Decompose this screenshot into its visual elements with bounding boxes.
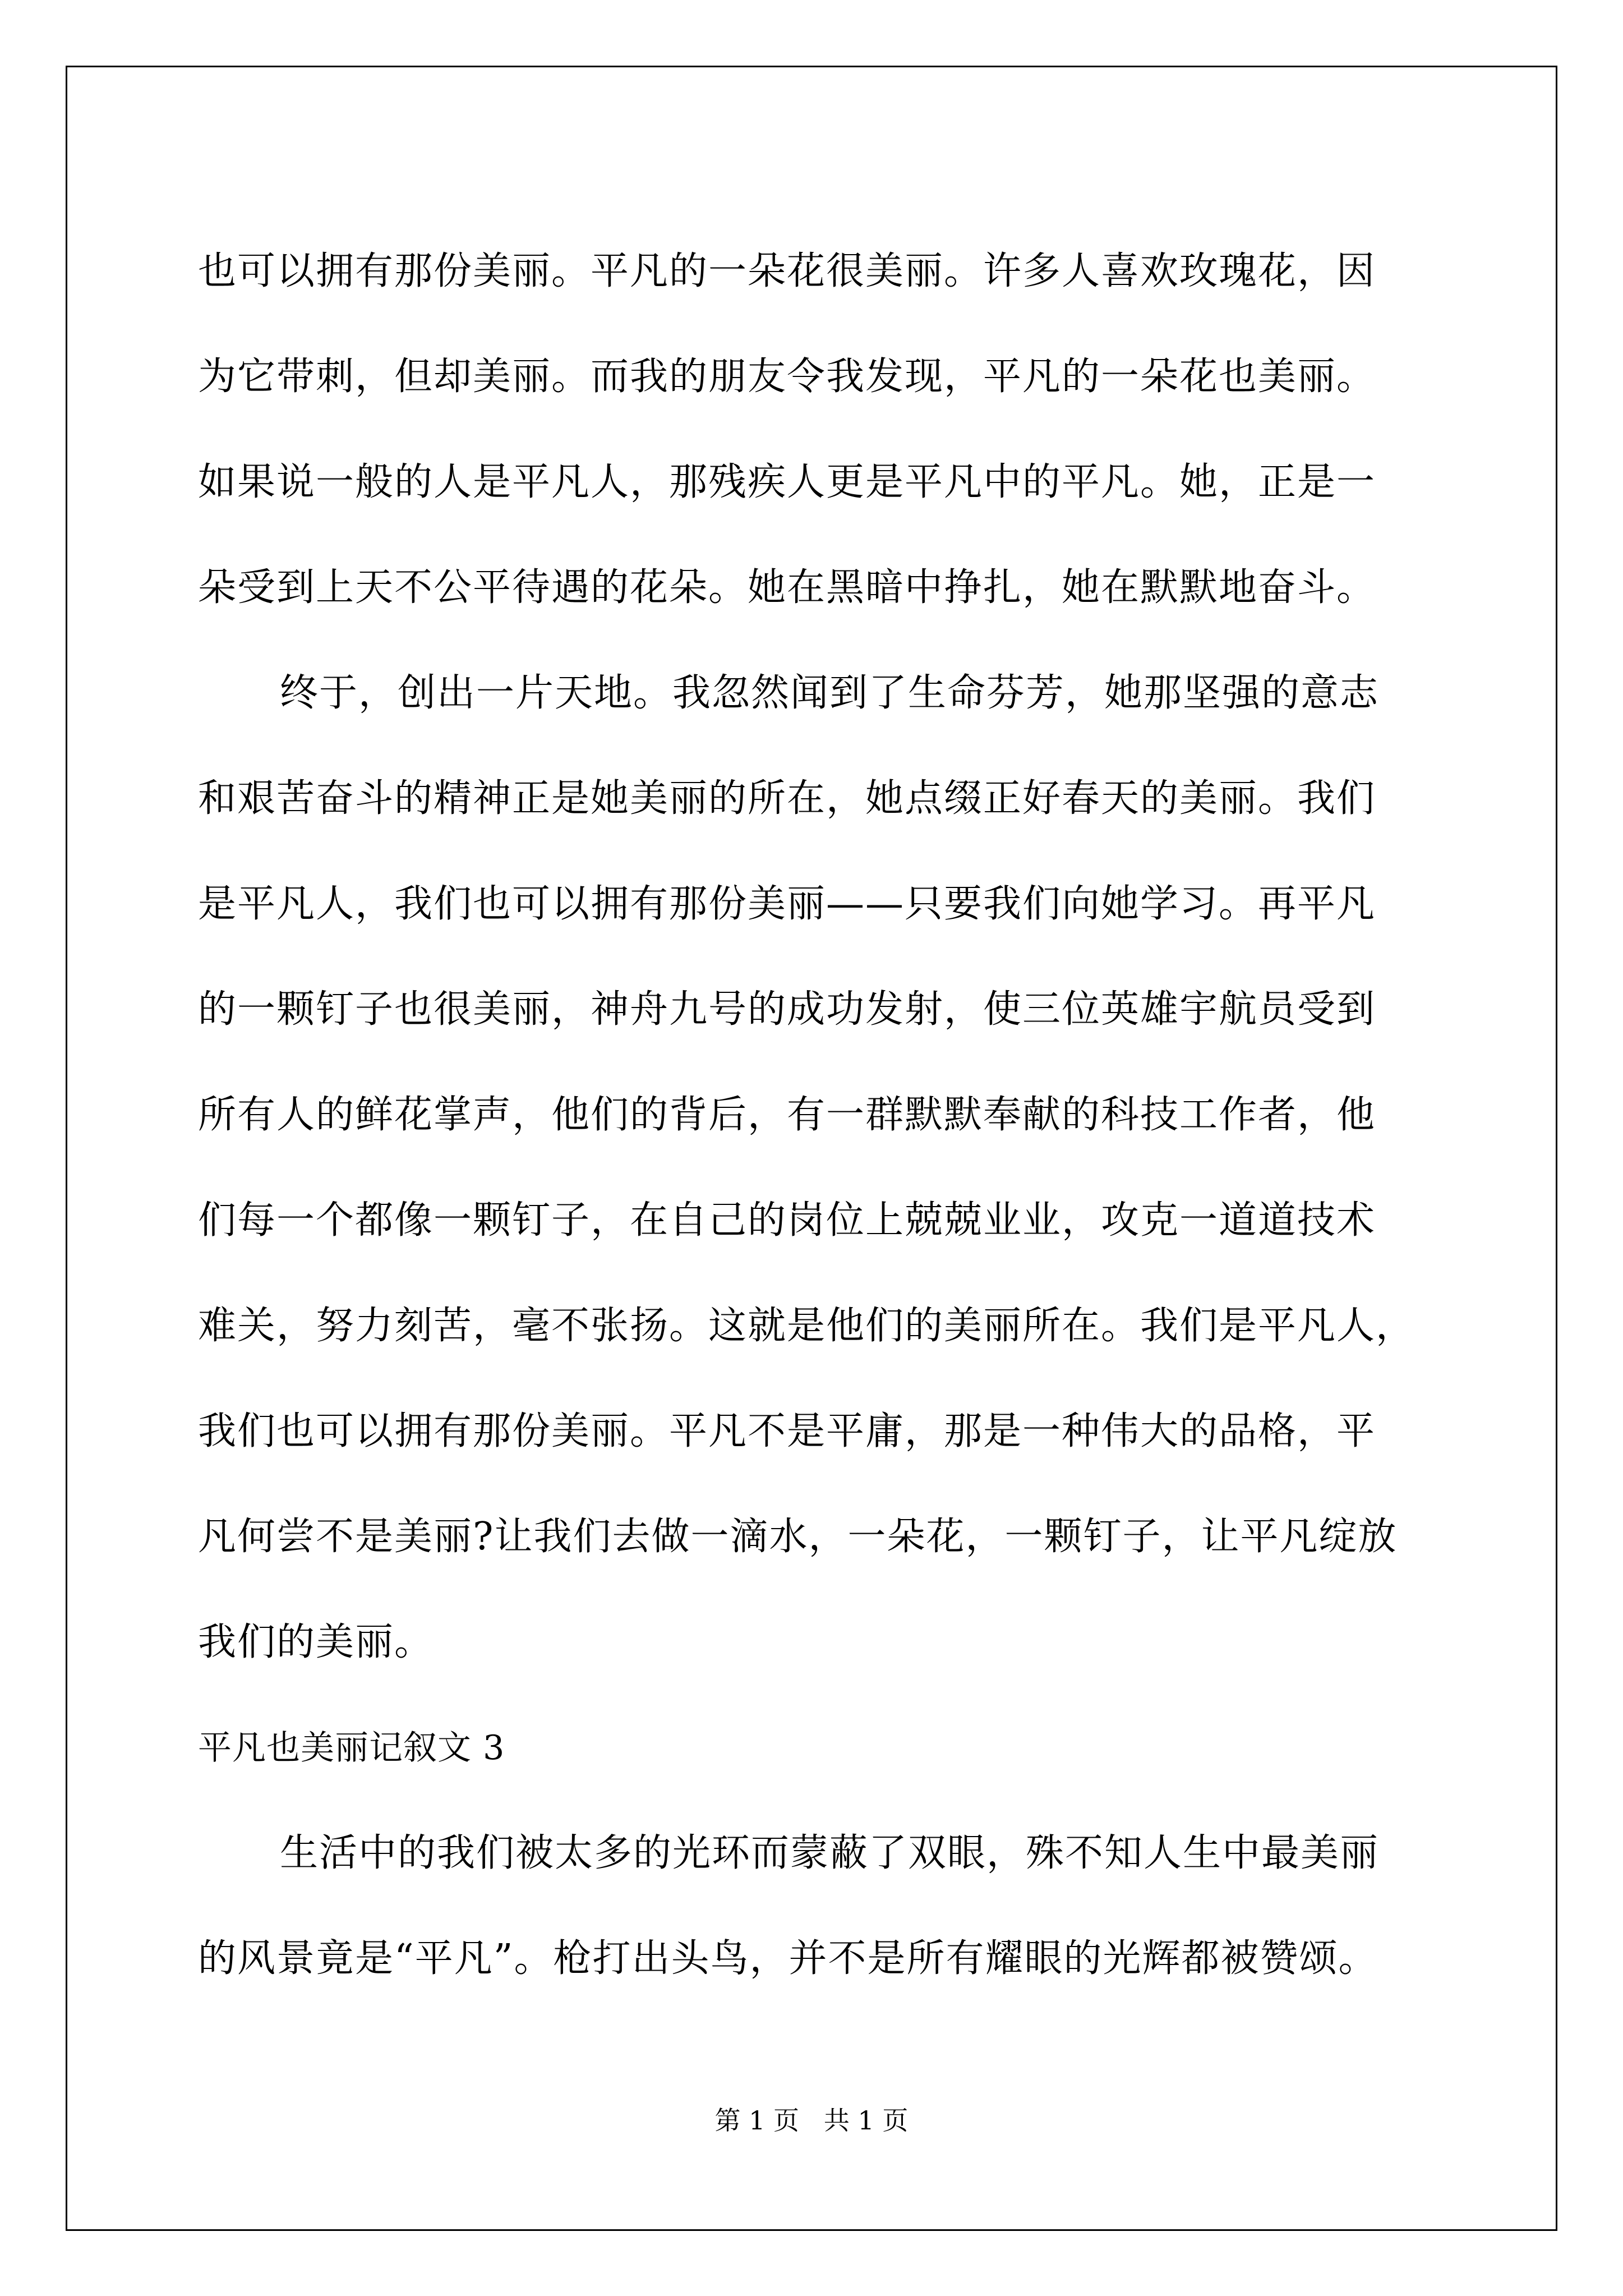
body-line: 和艰苦奋斗的精神正是她美丽的所在，她点缀正好春天的美丽。我们 (198, 776, 1376, 821)
body-line: 们每一个都像一颗钉子，在自己的岗位上兢兢业业，攻克一道道技术 (198, 1198, 1376, 1243)
body-line: 是平凡人，我们也可以拥有那份美丽——只要我们向她学习。再平凡 (198, 882, 1376, 926)
body-line: 凡何尝不是美丽?让我们去做一滴水，一朵花，一颗钉子，让平凡绽放 (198, 1515, 1398, 1559)
body-line: 的一颗钉子也很美丽，神舟九号的成功发射，使三位英雄宇航员受到 (198, 987, 1376, 1032)
body-line: 难关，努力刻苦，毫不张扬。这就是他们的美丽所在。我们是平凡人， (198, 1304, 1415, 1348)
body-line: 所有人的鲜花掌声，他们的背后，有一群默默奉献的科技工作者，他 (198, 1093, 1376, 1137)
body-line: 为它带刺，但却美丽。而我的朋友令我发现，平凡的一朵花也美丽。 (198, 355, 1376, 399)
page-footer: 第 1 页 共 1 页 (714, 2105, 909, 2136)
body-line: 朵受到上天不公平待遇的花朵。她在黑暗中挣扎，她在默默地奋斗。 (198, 565, 1376, 610)
body-line: 的风景竟是“平凡”。枪打出头鸟，并不是所有耀眼的光辉都被赞颂。 (198, 1936, 1378, 1981)
body-line: 如果说一般的人是平凡人，那残疾人更是平凡中的平凡。她，正是一 (198, 460, 1376, 504)
body-line: 我们的美丽。 (198, 1620, 434, 1664)
paragraph-start-line: 终于，创出一片天地。我忽然闻到了生命芬芳，她那坚强的意志 (280, 671, 1380, 715)
paragraph-start-line: 生活中的我们被太多的光环而蒙蔽了双眼，殊不知人生中最美丽 (280, 1831, 1380, 1875)
body-line: 我们也可以拥有那份美丽。平凡不是平庸，那是一种伟大的品格，平 (198, 1409, 1376, 1453)
section-heading: 平凡也美丽记叙文 3 (198, 1728, 505, 1768)
document-body (198, 219, 1443, 2012)
body-line: 也可以拥有那份美丽。平凡的一朵花很美丽。许多人喜欢玫瑰花，因 (198, 249, 1376, 293)
